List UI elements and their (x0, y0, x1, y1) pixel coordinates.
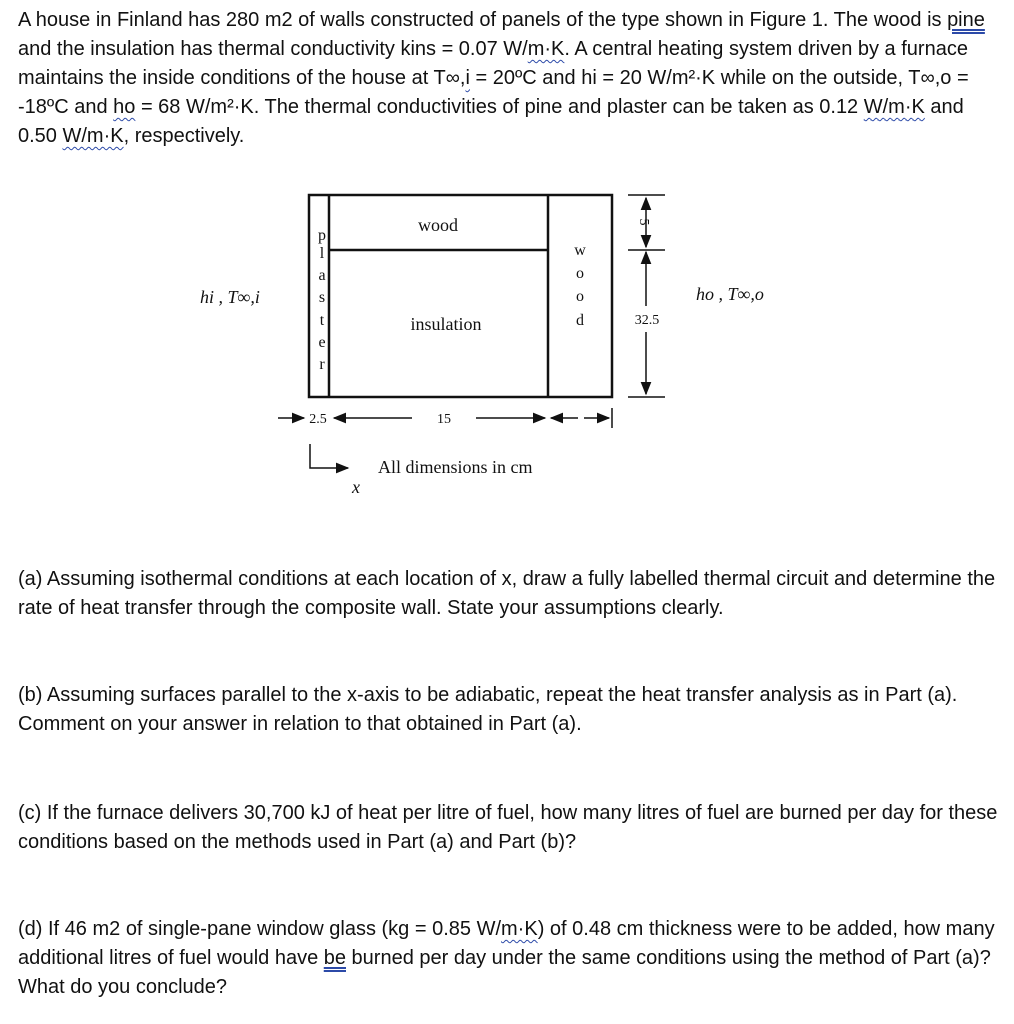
part-a: (a) Assuming isothermal conditions at each location of x, draw a fully labelled thermal circuit and determine the rate of heat transfer through the composite wall. State your assumptions clearly. (18, 568, 996, 619)
plaster-letter: p (318, 227, 326, 244)
outside-convection-label: ho , T∞,o (696, 284, 764, 304)
wood-right-label (574, 242, 586, 329)
dim-plaster-value: 2.5 (309, 412, 327, 427)
part-d: (d) If 46 m2 of single-pane window glass (kg = 0.85 W/m·K) of 0.48 cm thickness were to be added, how many additional litres of fuel would have be burned per day under the same conditions using the method of Part (a)? What do you conclude? (18, 918, 995, 998)
dim-height-value: 32.5 (634, 313, 660, 328)
part-c: (c) If the furnace delivers 30,700 kJ of heat per litre of fuel, how many litres of fuel are burned per day for these conditions based on the methods used in Part (a) and Part (b)? (18, 802, 998, 853)
plaster-letter: l (319, 245, 325, 262)
wall-panel-figure (0, 170, 1014, 510)
plaster-letter: t (319, 312, 325, 329)
wood-letter: o (576, 288, 584, 305)
plaster-letter: a (318, 267, 326, 284)
wood-letter: o (576, 265, 584, 282)
plaster-letter: r (319, 356, 325, 373)
problem-intro: A house in Finland has 280 m2 of walls constructed of panels of the type shown in Figure 1. The wood is pine and the insulation has thermal conductivity kins = 0.07 W/m·K. A central heating system driven by a furnace maintains the inside conditions of the house at T∞,i = 20ºC and hi = 20 W/m²·K while on the outside, T∞,o = -18ºC and ho = 68 W/m²·K. The thermal conductivities of pine and plaster can be taken as 0.12 W/m·K and 0.50 W/m·K, respectively. (18, 9, 985, 147)
plaster-label (318, 227, 326, 373)
wood-letter: w (574, 242, 586, 259)
x-axis-arrow (310, 444, 348, 468)
units-note: All dimensions in cm (378, 457, 533, 477)
insulation-label: insulation (410, 314, 482, 334)
dim-wood-top-value: 5 (636, 218, 651, 226)
panel-outline (309, 195, 612, 397)
wood-letter: d (576, 312, 584, 329)
dim-insulation-value: 15 (437, 412, 451, 427)
plaster-letter: s (318, 289, 326, 306)
inside-convection-label: hi , T∞,i (200, 287, 260, 307)
x-axis-label: x (352, 477, 360, 497)
wood-top-label: wood (418, 215, 458, 235)
plaster-letter: e (318, 334, 326, 351)
part-b: (b) Assuming surfaces parallel to the x-axis to be adiabatic, repeat the heat transfer analysis as in Part (a). Comment on your answer in relation to that obtained in Part (a). (18, 684, 958, 735)
